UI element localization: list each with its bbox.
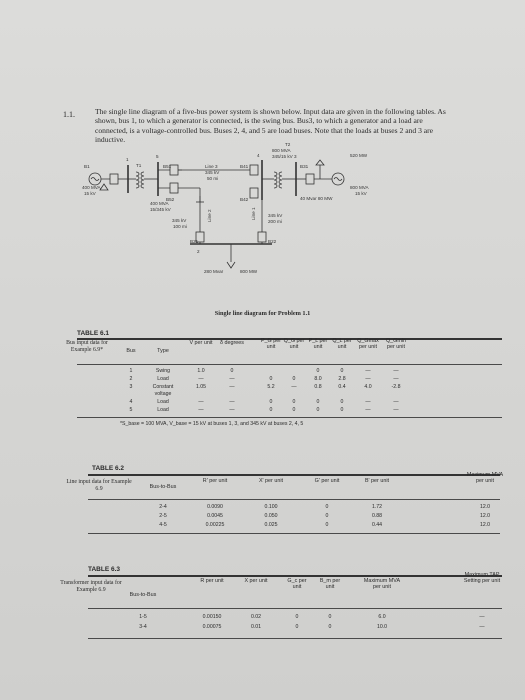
table-6-3-header-rule <box>88 608 502 609</box>
table-6-3-cell: 1-5 <box>139 614 147 620</box>
label-b1: B1 <box>84 164 90 169</box>
table-6-3-caption: Transformer input data for Example 6.9 <box>60 580 122 593</box>
table-6-1-title: TABLE 6.1 <box>77 330 110 337</box>
table-6-1-bottom-rule <box>77 417 502 418</box>
table-6-1-cell: 0 <box>269 407 273 413</box>
table-6-2-cell: 12.0 <box>479 504 491 510</box>
header-pl: P_L per unit <box>308 338 328 351</box>
problem-statement: The single line diagram of a five-bus power system is shown below. Input data are given in the following tables. As shown, bus 1, to which a generator is connected, is the swing bus. Bus3, to which a generator and a load are connected, is a voltage-controlled bus. Buses 2, 4, and 5 are load buses. Note that the loads at buses 2 and 3 are inductive. <box>95 107 446 145</box>
table-6-1-cell: — <box>393 368 399 374</box>
table-6-3-cell: 0.01 <box>250 624 262 630</box>
table-6-1-cell: — <box>393 407 399 413</box>
table-6-1-cell: 3 <box>129 384 133 390</box>
table-6-1-cell: — <box>393 399 399 405</box>
table-6-3-cell: 0 <box>295 624 299 630</box>
label-line3-mi: 50 mi <box>207 176 219 181</box>
label-line3-kv: 345 kV <box>205 170 220 175</box>
header-qgmin: Q_Gmin per unit <box>385 338 407 351</box>
header-max-mva-t: Maximum MVA per unit <box>363 578 401 591</box>
header-v: V per unit <box>189 340 213 346</box>
table-6-2-cell: 0.025 <box>264 522 278 528</box>
table-6-3-cell: 0.00075 <box>202 624 222 630</box>
header-pg: P_G per unit <box>260 338 282 351</box>
header-max-mva: Maximum MVA per unit <box>466 472 504 485</box>
table-6-1-cell: 0.8 <box>314 384 322 390</box>
header-gc: G_c per unit <box>287 578 307 591</box>
table-6-1-cell: — <box>198 376 204 382</box>
label-bus2: 2 <box>197 249 200 254</box>
table-6-1-cell: 0 <box>269 399 273 405</box>
problem-number: 1.1. <box>63 110 75 119</box>
table-6-1-cell: — <box>229 376 235 382</box>
label-line2: Line 2 <box>207 209 212 222</box>
table-6-1-cell: 2 <box>129 376 133 382</box>
label-bus3: 3 <box>294 154 297 159</box>
table-6-1-cell: 0 <box>316 407 320 413</box>
table-6-2-cell: 1.72 <box>371 504 383 510</box>
table-6-1-cell: — <box>365 407 371 413</box>
table-6-3-cell: 0.02 <box>250 614 262 620</box>
table-6-1-cell: 0 <box>316 368 320 374</box>
table-6-2-cell: 2-4 <box>159 504 167 510</box>
label-load3-q: 40 Mvar 80 MW <box>300 196 333 201</box>
table-6-2-cell: 12.0 <box>479 513 491 519</box>
table-6-1-cell: 4.0 <box>364 384 372 390</box>
table-6-3-bottom-rule <box>88 638 502 639</box>
table-6-3-cell: 0 <box>328 614 332 620</box>
label-t2-kv: 345/15 kV <box>272 154 293 159</box>
label-line1: Line 1 <box>251 207 256 220</box>
table-6-2-cell: 0.0045 <box>207 513 223 519</box>
table-6-1-cell: 0 <box>340 407 344 413</box>
label-b31: B31 <box>300 164 309 169</box>
header-bus-to-bus: Bus-to-Bus <box>149 484 177 490</box>
header-bus: Bus <box>126 348 136 354</box>
label-line2-mi: 100 mi <box>173 224 187 229</box>
table-6-1-cell: 0 <box>292 376 296 382</box>
table-6-2-cell: 0.100 <box>264 504 278 510</box>
header-max-tap: Maximum TAP Setting per unit <box>463 572 501 585</box>
header-bm: B_m per unit <box>319 578 341 591</box>
table-6-2-bottom-rule <box>88 533 500 534</box>
table-6-1-cell: — <box>229 384 235 390</box>
header-b-prime: B' per unit <box>364 478 390 484</box>
table-6-1-cell: -2.8 <box>391 384 401 390</box>
table-6-2-cell: 0.00225 <box>205 522 225 528</box>
table-6-2-cell: 0 <box>325 504 329 510</box>
table-6-3-cell: 0 <box>328 624 332 630</box>
table-6-1-cell: 1.0 <box>197 368 205 374</box>
table-6-3-cell: 6.0 <box>378 614 386 620</box>
table-6-3-title: TABLE 6.3 <box>88 566 121 573</box>
label-load2-p: 800 MW <box>240 269 258 274</box>
header-x-prime: X' per unit <box>258 478 284 484</box>
table-6-1-cell: Load <box>157 376 169 382</box>
header-r-prime: R' per unit <box>202 478 228 484</box>
table-6-1-cell: 0 <box>230 368 234 374</box>
table-6-2-cell: 2-5 <box>159 513 167 519</box>
header-ql: Q_L per unit <box>332 338 352 351</box>
breaker-b41 <box>250 165 258 175</box>
table-6-3-cell: 3-4 <box>139 624 147 630</box>
label-line1-kv: 345 kV <box>268 213 283 218</box>
breaker-b52 <box>170 183 178 193</box>
table-6-1-cell: 8.0 <box>314 376 322 382</box>
table-6-3-cell: 0.00150 <box>202 614 222 620</box>
breaker-b1 <box>110 174 118 184</box>
label-t1: T1 <box>136 163 142 168</box>
label-bus4: 4 <box>257 153 260 158</box>
table-6-1-caption: Bus input data for Example 6.9* <box>66 340 108 353</box>
label-b21: B21 <box>190 239 199 244</box>
label-gen3-kv: 15 kV <box>355 191 367 196</box>
breaker-b31 <box>306 174 314 184</box>
table-6-1-cell: 0.4 <box>338 384 346 390</box>
table-6-1-cell: Swing <box>155 368 171 374</box>
header-x: X per unit <box>244 578 268 584</box>
table-6-3-cell: 0 <box>295 614 299 620</box>
header-qgmax: Q_Gmax per unit <box>357 338 379 351</box>
label-load2-q: 280 Mvar <box>204 269 224 274</box>
table-6-2-cell: 0.050 <box>264 513 278 519</box>
table-6-3-top-rule <box>88 575 502 577</box>
label-t2-mva: 800 MVA <box>272 148 291 153</box>
table-6-2-cell: 0.0090 <box>207 504 223 510</box>
label-b41: B41 <box>240 164 249 169</box>
label-b51: B51 <box>163 164 172 169</box>
label-gen1-kv: 15 kV <box>84 191 96 196</box>
table-6-1-cell: — <box>365 368 371 374</box>
table-6-1-cell: voltage <box>154 391 172 397</box>
table-6-1-cell: — <box>198 407 204 413</box>
diagram-caption: Single line diagram for Problem 1.1 <box>214 310 311 317</box>
label-t1-kv: 15/345 kV <box>150 207 171 212</box>
table-6-1-cell: — <box>198 399 204 405</box>
table-6-1-cell: 2.8 <box>338 376 346 382</box>
table-6-1-cell: 0 <box>340 399 344 405</box>
table-6-1-cell: — <box>365 376 371 382</box>
table-6-2-header-rule <box>88 499 500 500</box>
label-line2-kv: 345 kV <box>172 218 187 223</box>
header-g-prime: G' per unit <box>314 478 340 484</box>
table-6-2-cell: 4-5 <box>159 522 167 528</box>
table-6-1-cell: Constant <box>152 384 174 390</box>
table-6-1-cell: 5 <box>129 407 133 413</box>
header-bus-to-bus-t: Bus-to-Bus <box>129 592 157 598</box>
table-6-1-cell: 1 <box>129 368 133 374</box>
label-b22: B22 <box>268 239 277 244</box>
table-6-1-header-rule <box>77 364 502 365</box>
table-6-3-cell: — <box>479 624 485 630</box>
table-6-1-cell: — <box>393 376 399 382</box>
breaker-b42 <box>250 188 258 198</box>
single-line-diagram <box>0 0 525 300</box>
header-type: Type <box>157 348 169 354</box>
label-b52: B52 <box>166 197 175 202</box>
table-6-3-cell: — <box>479 614 485 620</box>
label-gen1-mva: 400 MVA <box>82 185 101 190</box>
header-delta: δ degrees <box>220 340 244 346</box>
table-6-2-top-rule <box>88 474 500 476</box>
label-t2: T2 <box>285 142 291 147</box>
table-6-2-cell: 12.0 <box>479 522 491 528</box>
table-6-2-cell: 0 <box>325 513 329 519</box>
label-gen3-mva: 800 MVA <box>350 185 369 190</box>
label-bus5: 5 <box>156 154 159 159</box>
table-6-2-cell: 0.88 <box>371 513 383 519</box>
table-6-1-cell: 0 <box>292 399 296 405</box>
label-load3: 520 MW <box>350 153 368 158</box>
label-b42: B42 <box>240 197 249 202</box>
table-6-1-cell: 4 <box>129 399 133 405</box>
table-6-1-cell: 0 <box>269 376 273 382</box>
table-6-1-cell: 0 <box>316 399 320 405</box>
breaker-b22 <box>258 232 266 242</box>
header-r: R per unit <box>200 578 224 584</box>
breaker-b51 <box>170 165 178 175</box>
label-t1-mva: 400 MVA <box>150 201 169 206</box>
table-6-1-cell: 0 <box>340 368 344 374</box>
table-6-1-footnote: *S_base = 100 MVA, V_base = 15 kV at buses 1, 3, and 345 kV at buses 2, 4, 5 <box>120 421 304 427</box>
table-6-1-cell: Load <box>157 407 169 413</box>
table-6-1-cell: 1.05 <box>195 384 207 390</box>
table-6-2-cell: 0.44 <box>371 522 383 528</box>
label-line1-mi: 200 mi <box>268 219 282 224</box>
table-6-2-caption: Line input data for Example 6.9 <box>66 479 132 492</box>
label-line3: Line 3 <box>205 164 218 169</box>
header-qg: Q_G per unit <box>283 338 305 351</box>
table-6-2-cell: 0 <box>325 522 329 528</box>
table-6-1-cell: — <box>229 399 235 405</box>
label-bus1: 1 <box>126 157 129 162</box>
table-6-2-title: TABLE 6.2 <box>92 465 125 472</box>
table-6-1-cell: 0 <box>292 407 296 413</box>
table-6-3-cell: 10.0 <box>376 624 388 630</box>
table-6-1-cell: Load <box>157 399 169 405</box>
table-6-1-cell: — <box>365 399 371 405</box>
table-6-1-cell: — <box>229 407 235 413</box>
table-6-1-cell: — <box>291 384 297 390</box>
table-6-1-cell: 5.2 <box>267 384 275 390</box>
